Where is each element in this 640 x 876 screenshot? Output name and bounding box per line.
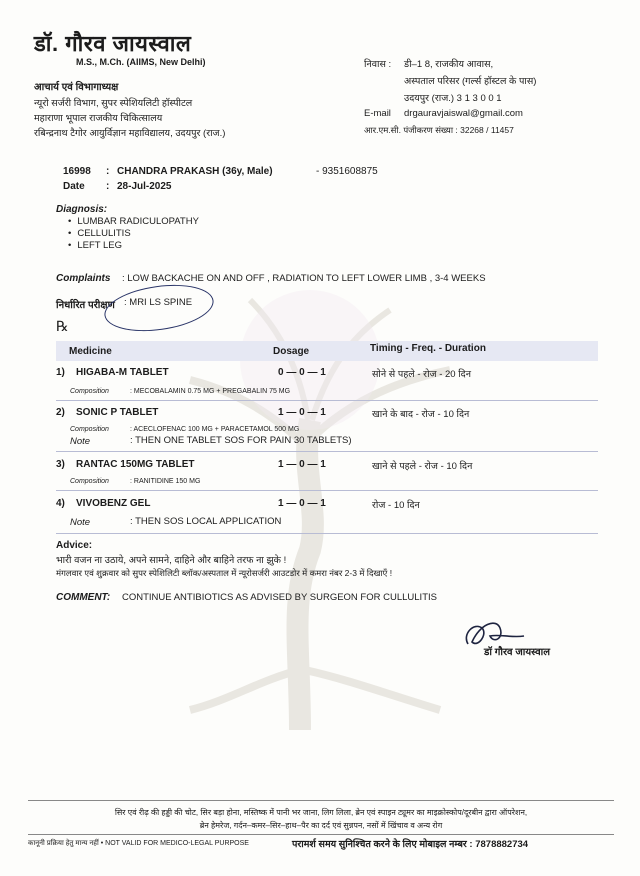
diagnosis-title: Diagnosis:: [56, 204, 108, 215]
medicine-1-dosage: 0 — 0 — 1: [278, 367, 326, 378]
medicine-2-timing: खाने के बाद - रोज - 10 दिन: [372, 409, 470, 420]
medicine-2-number: 2): [56, 407, 65, 418]
email-value: drgauravjaiswal@gmail.com: [404, 108, 523, 119]
doctor-designation: आचार्य एवं विभागाध्यक्ष: [34, 82, 119, 93]
diagnosis-item: • CELLULITIS: [68, 228, 199, 240]
medicine-3-composition-label: Composition: [70, 478, 109, 485]
medicine-2-note: : THEN ONE TABLET SOS FOR PAIN 30 TABLETS): [130, 435, 352, 446]
doctor-qualifications: M.S., M.Ch. (AIIMS, New Delhi): [76, 57, 206, 67]
signature-name: डॉ गौरव जायस्वाल: [484, 647, 550, 658]
medicine-3-name: RANTAC 150MG TABLET: [76, 459, 195, 470]
medicine-2-composition: : ACECLOFENAC 100 MG + PARACETAMOL 500 MG: [130, 426, 300, 433]
header-dosage: Dosage: [273, 346, 310, 357]
footer-services-line-1: सिर एवं रीढ़ की हड्डी की चोट, सिर बड़ा होना, मस्तिष्क में पानी भर जाना, लिग लिला, ब्रेन एवं स्पाइन ट्यूमर का माइक्रोस्कोप/दूरबीन द्वारा ऑपरेशन,: [114, 808, 528, 817]
residence-line-3: उदयपुर (राज.) 3 1 3 0 0 1: [404, 93, 502, 104]
footer-contact: परामर्श समय सुनिश्चित करने के लिए मोबाइल नम्बर : 7878882734: [292, 839, 529, 850]
medicine-1-composition: : MECOBALAMIN 0.75 MG + PREGABALIN 75 MG: [130, 388, 291, 395]
comment-label: COMMENT:: [56, 592, 111, 603]
doctor-name: डॉ. गौरव जायस्वाल: [34, 31, 192, 56]
doctor-department: न्यूरो सर्जरी विभाग, सुपर स्पेशियलिटी हॉस्पीटल: [34, 98, 193, 109]
footer-divider-2: [28, 834, 614, 835]
medicine-4-number: 4): [56, 498, 65, 509]
diagnosis-item: • LUMBAR RADICULOPATHY: [68, 216, 199, 228]
residence-line-2: अस्पताल परिसर (गर्ल्स हॉस्टल के पास): [404, 76, 537, 87]
row-divider: [56, 400, 598, 401]
complaints-label: Complaints: [56, 273, 111, 284]
patient-id: 16998: [63, 166, 91, 177]
medicine-4-name: VIVOBENZ GEL: [76, 498, 151, 509]
doctor-hospital: महाराणा भूपाल राजकीय चिकित्सालय: [34, 113, 163, 124]
residence-line-1: डी–1 8, राजकीय आवास,: [404, 59, 494, 70]
registration-number: आर.एम.सी. पंजीकरण संख्या : 32268 / 11457: [364, 125, 514, 135]
header-timing: Timing - Freq. - Duration: [370, 343, 486, 354]
medicine-4-timing: रोज - 10 दिन: [372, 500, 420, 511]
footer-legal: कानूनी प्रक्रिया हेतु मान्य नहीं • NOT VALID FOR MEDICO-LEGAL PURPOSE: [28, 840, 249, 847]
medicine-2-note-label: Note: [70, 436, 91, 447]
patient-name: CHANDRA PRAKASH (36y, Male): [117, 166, 273, 177]
doctor-college: रबिन्द्रनाथ टैगोर आयुर्विज्ञान महाविद्यालय, उदयपुर (राज.): [34, 128, 226, 139]
medicine-3-number: 3): [56, 459, 65, 470]
medicine-3-dosage: 1 — 0 — 1: [278, 459, 326, 470]
medicine-2-composition-label: Composition: [70, 426, 109, 433]
header-medicine: Medicine: [69, 346, 112, 357]
row-divider: [56, 451, 598, 452]
medicine-4-note: : THEN SOS LOCAL APPLICATION: [130, 516, 282, 527]
medicine-1-timing: सोने से पहले - रोज - 20 दिन: [372, 369, 472, 380]
diagnosis-item: • LEFT LEG: [68, 240, 199, 252]
complaints-text: : LOW BACKACHE ON AND OFF , RADIATION TO LEFT LOWER LIMB , 3-4 WEEKS: [122, 273, 486, 284]
medicine-2-dosage: 1 — 0 — 1: [278, 407, 326, 418]
residence-label: निवास :: [364, 59, 392, 70]
advice-line-2: मंगलवार एवं शुक्रवार को सुपर स्पेशिलिटी ब्लॉक/अस्पताल में न्यूरोसर्जरी आउटडोर में कमरा नंबर 2-3 में दिखाएँ !: [56, 568, 393, 578]
visit-date: 28-Jul-2025: [117, 181, 172, 192]
patient-id-separator: :: [106, 166, 110, 177]
footer-services-line-2: ब्रेन हेमरेज, गर्दन–कमर–सिर–हाथ–पैर का दर्द एवं सुन्नपन, नसों में खिंचाव व अन्य रोग: [199, 821, 443, 830]
investigation-label: निर्धारित परीक्षण: [56, 300, 115, 311]
medicine-3-timing: खाने से पहले - रोज - 10 दिन: [372, 461, 473, 472]
footer-divider: [28, 800, 614, 801]
row-divider: [56, 490, 598, 491]
patient-phone: - 9351608875: [316, 166, 378, 177]
medicine-1-number: 1): [56, 367, 65, 378]
medicine-2-name: SONIC P TABLET: [76, 407, 159, 418]
advice-title: Advice:: [56, 540, 93, 551]
advice-line-1: भारी वजन ना उठाये, अपने सामने, दाहिने और बाहिने तरफ ना झुके !: [56, 555, 287, 566]
medicine-1-name: HIGABA-M TABLET: [76, 367, 169, 378]
date-label: Date: [63, 181, 85, 192]
email-label: E-mail: [364, 108, 391, 119]
comment-text: CONTINUE ANTIBIOTICS AS ADVISED BY SURGEON FOR CULLULITIS: [122, 592, 437, 603]
medicine-1-composition-label: Composition: [70, 388, 109, 395]
row-divider: [56, 533, 598, 534]
investigation-text: : MRI LS SPINE: [124, 297, 193, 308]
medicine-3-composition: : RANITIDINE 150 MG: [130, 478, 201, 485]
date-separator: :: [106, 181, 110, 192]
medicine-table-header: [56, 341, 598, 361]
rx-symbol: ℞: [56, 318, 69, 334]
medicine-4-note-label: Note: [70, 517, 91, 528]
medicine-4-dosage: 1 — 0 — 1: [278, 498, 326, 509]
diagnosis-list: [68, 216, 199, 252]
